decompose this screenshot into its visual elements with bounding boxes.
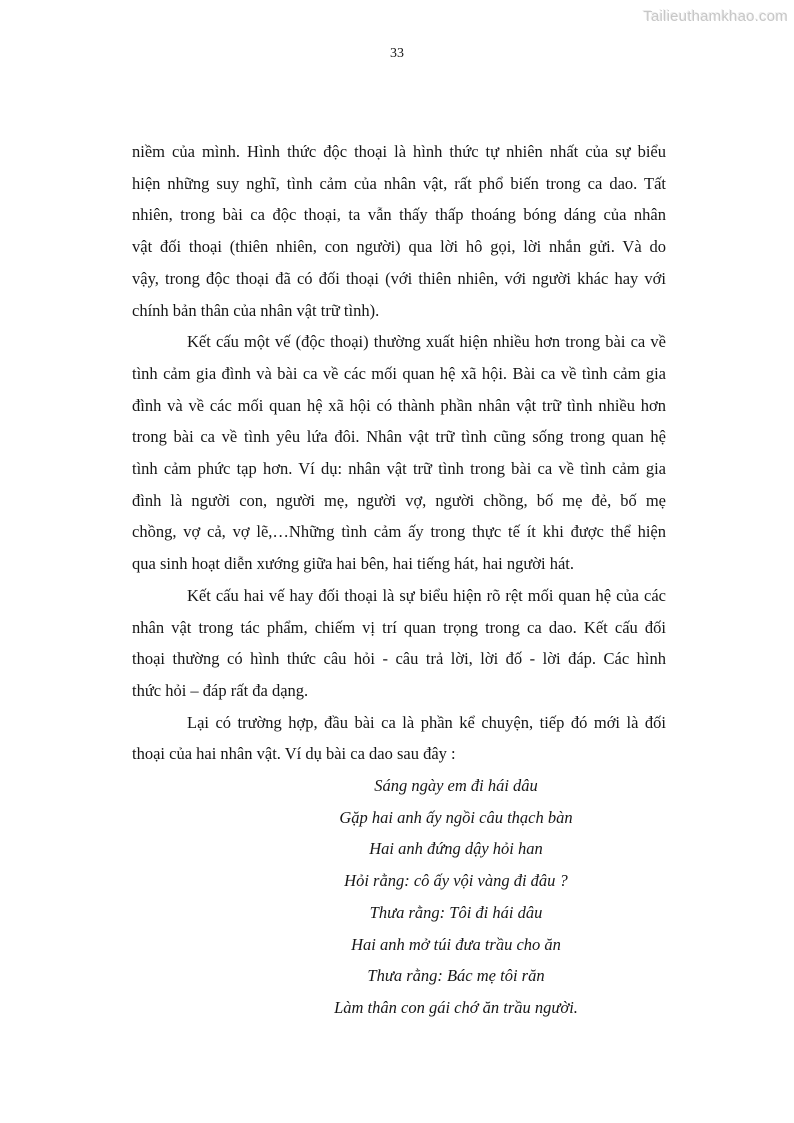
text-line: nhiên, trong bài ca độc thoại, ta vẫn thấy thấp thoáng bóng dáng của nhân: [132, 205, 666, 225]
text-line: hiện những suy nghĩ, tình cảm của nhân vật, rất phổ biến trong ca dao. Tất: [132, 173, 666, 193]
text-line: thức hỏi – đáp rất đa dạng.: [132, 680, 309, 700]
paragraph: [132, 326, 666, 580]
text-line: tình cảm gia đình và bài ca về các mối quan hệ xã hội. Bài ca về tình cảm gia: [132, 363, 666, 383]
document-body: [132, 136, 666, 1024]
text-line: thoại thường có hình thức câu hỏi - câu trả lời, lời đố - lời đáp. Các hình: [132, 649, 666, 669]
verse-line: Hỏi rằng: cô ấy vội vàng đi đâu ?: [344, 871, 568, 891]
verse-line: Gặp hai anh ấy ngồi câu thạch bàn: [339, 807, 573, 827]
text-line: vật đối thoại (thiên nhiên, con người) qua lời hô gọi, lời nhắn gửi. Và do: [132, 237, 666, 257]
text-line: đình và về các mối quan hệ xã hội có thành phần nhân vật trữ tình nhiều hơn: [132, 395, 666, 415]
verse-line: Thưa rằng: Tôi đi hái dâu: [369, 902, 543, 922]
verse-line: Thưa rằng: Bác mẹ tôi răn: [367, 966, 545, 986]
page-number: 33: [390, 46, 404, 61]
text-line: đình là người con, người mẹ, người vợ, người chồng, bố mẹ đẻ, bố mẹ: [132, 490, 666, 510]
text-line: tình cảm phức tạp hơn. Ví dụ: nhân vật trữ tình trong bài ca về tình cảm gia: [132, 459, 666, 479]
text-line: niềm của mình. Hình thức độc thoại là hình thức tự nhiên nhất của sự biểu: [132, 142, 666, 161]
paragraph: [132, 580, 666, 707]
verse-line: Làm thân con gái chớ ăn trầu người.: [334, 997, 578, 1017]
text-line: nhân vật trong tác phẩm, chiếm vị trí quan trọng trong ca dao. Kết cấu đối: [132, 617, 666, 637]
verse-line: Hai anh mở túi đưa trầu cho ăn: [351, 934, 561, 954]
text-line: qua sinh hoạt diễn xướng giữa hai bên, hai tiếng hát, hai người hát.: [132, 554, 575, 574]
verse-line: Hai anh đứng dậy hỏi han: [369, 839, 543, 859]
text-line: Lại có trường hợp, đầu bài ca là phần kể chuyện, tiếp đó mới là đối: [187, 712, 666, 732]
text-line: Kết cấu hai vế hay đối thoại là sự biểu hiện rõ rệt mối quan hệ của các: [187, 585, 666, 605]
text-line: trong bài ca về tình yêu lứa đôi. Nhân vật trữ tình cũng sống trong quan hệ: [132, 427, 666, 447]
verse-line: Sáng ngày em đi hái dâu: [374, 776, 538, 796]
text-line: vậy, trong độc thoại đã có đối thoại (với thiên nhiên, với người khác hay với: [132, 268, 666, 288]
text-line: chồng, vợ cả, vợ lẽ,…Những tình cảm ấy trong thực tế ít khi được thể hiện: [132, 522, 666, 542]
text-line: Kết cấu một vế (độc thoại) thường xuất hiện nhiều hơn trong bài ca về: [187, 332, 666, 352]
paragraph: [132, 707, 666, 770]
paragraph: [132, 136, 666, 326]
text-line: chính bản thân của nhân vật trữ tình).: [132, 300, 380, 320]
verse-block: [132, 770, 666, 1024]
watermark: Tailieuthamkhao.com: [643, 8, 788, 25]
text-line: thoại của hai nhân vật. Ví dụ bài ca dao sau đây :: [132, 744, 456, 764]
